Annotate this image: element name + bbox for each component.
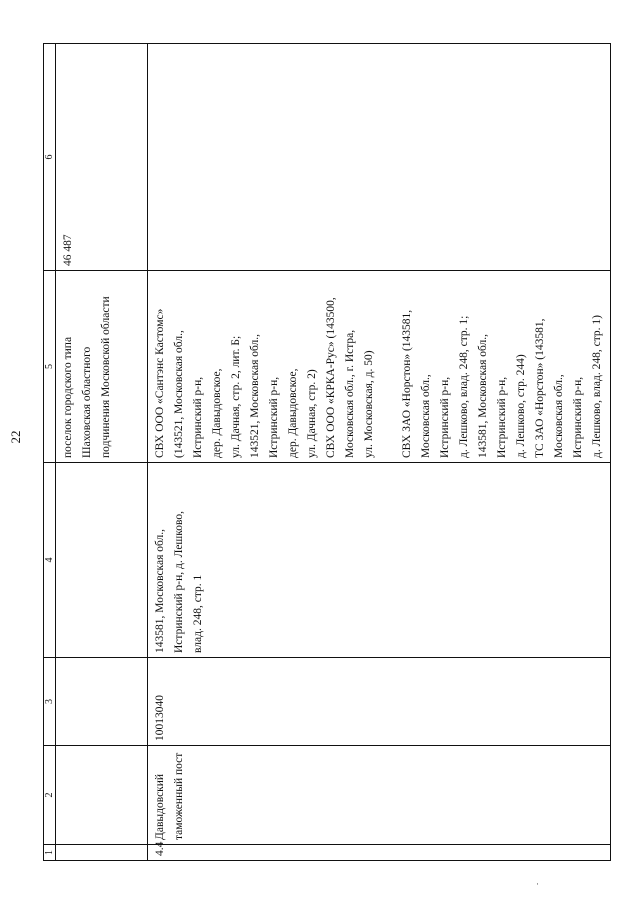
scan-artifact-mark: · xyxy=(536,879,539,889)
zone-line: Истринский р-н, xyxy=(572,376,584,458)
zone-line: Истринский р-н, xyxy=(192,376,204,458)
customs-zone-list xyxy=(148,271,611,463)
customs-post-address xyxy=(148,463,611,658)
column-number-4: 4 xyxy=(44,463,56,658)
customs-post-name: Давыдовский таможенный пост xyxy=(148,746,611,845)
column-number-row xyxy=(44,44,56,861)
population-cell: 46 487 xyxy=(56,44,148,271)
zone-line: ТС ЗАО «Норстон» (143581, xyxy=(534,318,546,458)
zone-line: д. Лешково, влад. 248, стр. 1; xyxy=(458,315,470,458)
column-number-1: 1 xyxy=(44,845,56,861)
customs-post-row xyxy=(148,44,611,861)
location-line: подчинения Московской области xyxy=(100,296,112,458)
zone-line: СВХ ООО «КРКА-Рус» (143500, xyxy=(325,297,337,458)
location-line: поселок городского типа xyxy=(62,336,74,458)
customs-table xyxy=(43,43,611,861)
column-number-5: 5 xyxy=(44,271,56,463)
zone-line: Московская обл., xyxy=(553,374,565,458)
address-line: влад. 248, стр. 1 xyxy=(192,574,204,653)
zone-line: ул. Дачная, стр. 2, лит. Б; xyxy=(230,335,242,458)
zone-line: дер. Давыдовское, xyxy=(287,368,299,458)
continuation-row xyxy=(56,44,148,861)
zone-line: ул. Дачная, стр. 2) xyxy=(306,369,318,458)
zone-line: Московская обл., г. Истра, xyxy=(344,329,356,458)
rotated-table-wrapper xyxy=(43,44,603,861)
row-column-6 xyxy=(148,44,611,271)
zone-spacer xyxy=(379,275,398,458)
continuation-location-cell xyxy=(56,271,148,463)
zone-line: СВХ ЗАО «Норстон» (143581, xyxy=(401,309,413,458)
zone-line: (143521, Московская обл., xyxy=(173,330,185,458)
page-number: 22 xyxy=(8,430,23,444)
column-number-2: 2 xyxy=(44,746,56,845)
customs-post-code: 10013040 xyxy=(148,658,611,746)
zone-line: Истринский р-н, xyxy=(496,376,508,458)
column-number-6: 6 xyxy=(44,44,56,271)
zone-line: Истринский р-н, xyxy=(439,376,451,458)
zone-line: ул. Московская, д. 50) xyxy=(363,350,375,458)
zone-line: д. Лешково, влад. 248, стр. 1) xyxy=(591,315,603,458)
row-number: 4.4 xyxy=(148,845,611,861)
zone-line: Московская обл., xyxy=(420,374,432,458)
zone-line: 143521, Московская обл., xyxy=(249,333,261,458)
zone-line: 143581, Московская обл., xyxy=(477,333,489,458)
location-line: Шаховская областного xyxy=(81,346,93,458)
address-line: 143581, Московская обл., xyxy=(154,528,166,653)
address-line: Истринский р-н, д. Лешково, xyxy=(173,510,185,653)
zone-line: дер. Давыдовское, xyxy=(211,368,223,458)
zone-line: Истринский р-н, xyxy=(268,376,280,458)
zone-line: СВХ ООО «Сантэнс Кастомс» xyxy=(154,308,166,458)
zone-line: д. Лешково, стр. 244) xyxy=(515,354,527,458)
column-number-3: 3 xyxy=(44,658,56,746)
